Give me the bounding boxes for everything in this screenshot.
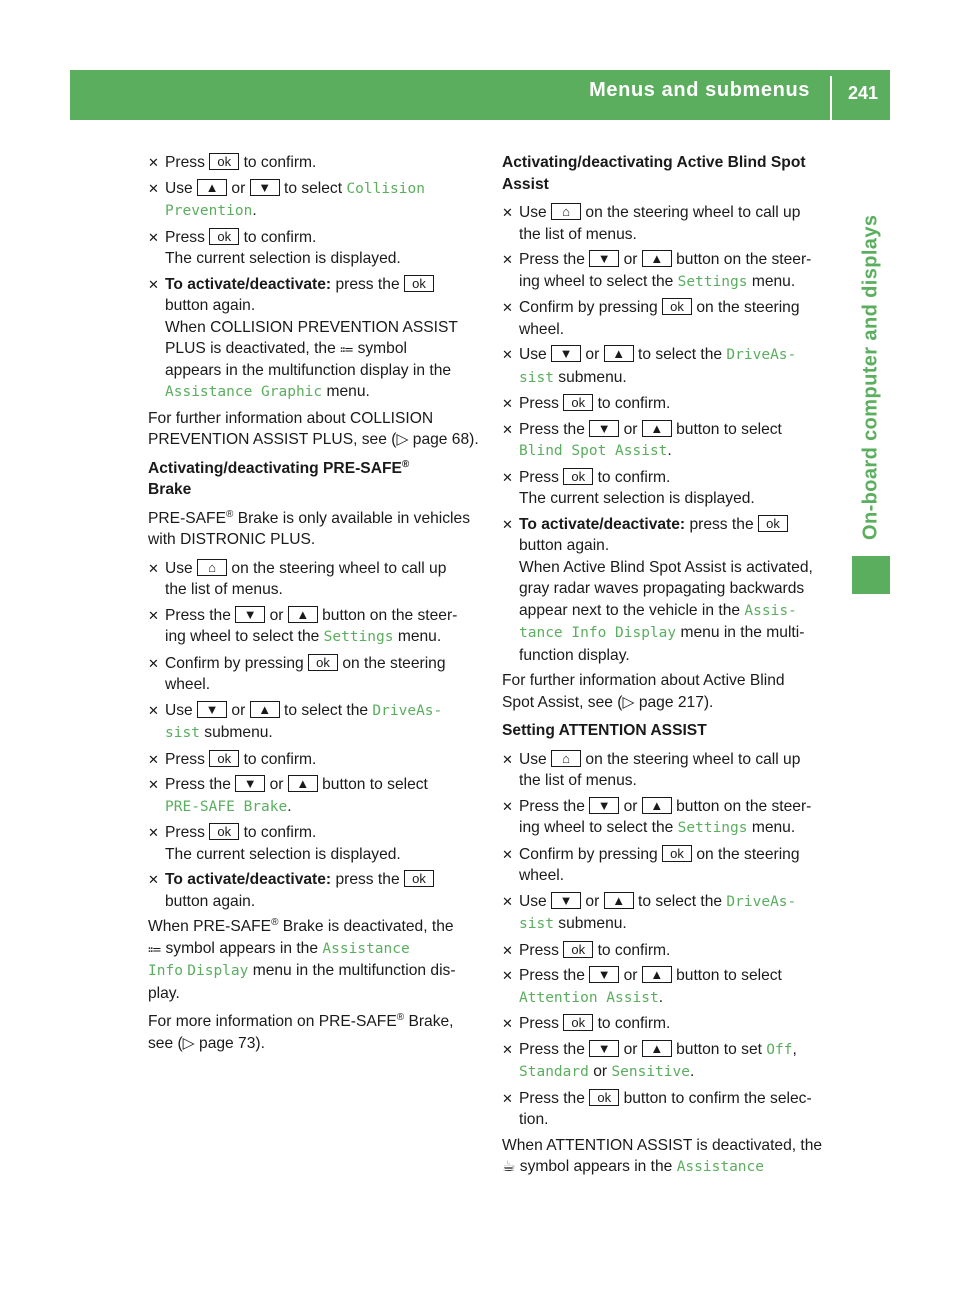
home-key-icon: ⌂ bbox=[551, 203, 581, 220]
step-arrow-icon: ✕ bbox=[148, 825, 159, 840]
ok-key-icon: ok bbox=[563, 394, 593, 411]
step-arrow-icon: ✕ bbox=[148, 180, 159, 196]
collision-off-warning-icon: ⩴ bbox=[340, 340, 354, 357]
step-arrow-icon: ✕ bbox=[148, 560, 159, 576]
attention-assist-off-icon: ☕ bbox=[502, 1158, 516, 1175]
up-key-icon: ▲ bbox=[604, 345, 634, 362]
down-key-icon: ▼ bbox=[235, 606, 265, 623]
paragraph: For further information about COLLISION PREVENTION ASSIST PLUS, see (▷ page 68). bbox=[148, 409, 479, 448]
step-arrow-icon: ✕ bbox=[502, 421, 513, 437]
menu-name: Settings bbox=[677, 820, 748, 836]
page-ref-icon: ▷ bbox=[182, 1034, 195, 1052]
step-item: ✕ Use ▼ or ▲ to select the DriveAs‑ sist submenu. bbox=[148, 701, 443, 741]
menu-name: sist bbox=[165, 725, 200, 741]
step-item: ✕ Press the ▼ or ▲ button on the steer- ing wheel to select the Settings menu. bbox=[148, 606, 458, 645]
up-key-icon: ▲ bbox=[604, 892, 634, 909]
step-item: ✕ Press ok to confirm. bbox=[502, 940, 838, 962]
step-arrow-icon: ✕ bbox=[502, 396, 513, 411]
menu-name: Sensitive bbox=[611, 1064, 690, 1080]
menu-name: Standard bbox=[519, 1064, 589, 1080]
down-key-icon: ▼ bbox=[235, 775, 265, 792]
up-key-icon: ▲ bbox=[642, 250, 672, 267]
step-arrow-icon: ✕ bbox=[502, 205, 513, 220]
step-arrow-icon: ✕ bbox=[502, 252, 513, 267]
step-item: ✕ To activate/deactivate: press the ok button again. When Active Blind Spot Assist is activated, gray radar waves propagating backwards appear next to the vehicle in the Assis‑ tance Info Display menu in the multi- function display. bbox=[502, 515, 813, 664]
menu-name: DriveAs‑ bbox=[372, 702, 443, 719]
chapter-tab-label: On-board computer and displays bbox=[859, 214, 882, 540]
menu-name: DriveAs‑ bbox=[726, 893, 797, 910]
menu-name: Off bbox=[766, 1041, 793, 1058]
step-arrow-icon: ✕ bbox=[148, 229, 159, 245]
home-key-icon: ⌂ bbox=[551, 750, 581, 767]
step-arrow-icon: ✕ bbox=[148, 872, 159, 887]
paragraph: PRE-SAFE® Brake is only available in vehicles with DISTRONIC PLUS. bbox=[148, 508, 470, 548]
page-ref-icon: ▷ bbox=[396, 431, 409, 448]
step-arrow-icon: ✕ bbox=[148, 702, 159, 718]
step-arrow-icon: ✕ bbox=[502, 751, 513, 767]
menu-name: Settings bbox=[323, 629, 394, 645]
section-heading: Activating/deactivating PRE-SAFE® Brake bbox=[148, 458, 410, 498]
step-arrow-icon: ✕ bbox=[502, 469, 513, 485]
up-key-icon: ▲ bbox=[642, 1040, 672, 1057]
paragraph: For further information about Active Blind Spot Assist, see (▷ page 217). bbox=[502, 672, 785, 711]
step-item: ✕ Press the ▼ or ▲ button on the steer- ing wheel to select the Settings menu. bbox=[502, 797, 812, 836]
step-item: ✕ To activate/deactivate: press the ok button again. bbox=[148, 869, 484, 912]
step-item: ✕ Press ok to confirm. bbox=[148, 152, 484, 174]
ok-key-icon: ok bbox=[589, 1089, 619, 1106]
paragraph: When ATTENTION ASSIST is deactivated, the ☕ symbol appears in the Assistance bbox=[502, 1136, 823, 1175]
step-arrow-icon: ✕ bbox=[502, 893, 513, 909]
home-key-icon: ⌂ bbox=[197, 559, 227, 576]
step-arrow-icon: ✕ bbox=[148, 655, 159, 671]
menu-name: Prevention bbox=[165, 203, 253, 219]
step-item: ✕ Use ⌂ on the steering wheel to call up the list of menus. bbox=[148, 559, 447, 598]
ok-key-icon: ok bbox=[404, 275, 434, 292]
down-key-icon: ▼ bbox=[197, 701, 227, 718]
ok-key-icon: ok bbox=[563, 1014, 593, 1031]
page-number: 241 bbox=[847, 83, 879, 103]
menu-name: Assis‑ bbox=[744, 602, 797, 619]
up-key-icon: ▲ bbox=[642, 966, 672, 983]
up-key-icon: ▲ bbox=[642, 420, 672, 437]
menu-name: Collision bbox=[346, 180, 425, 197]
ok-key-icon: ok bbox=[563, 941, 593, 958]
down-key-icon: ▼ bbox=[589, 250, 619, 267]
step-arrow-icon: ✕ bbox=[502, 1090, 513, 1106]
step-arrow-icon: ✕ bbox=[502, 347, 513, 362]
up-key-icon: ▲ bbox=[288, 606, 318, 623]
step-item: ✕ Press ok to confirm. bbox=[502, 393, 838, 415]
step-item: ✕ Press ok to confirm. bbox=[502, 1013, 838, 1035]
menu-name: tance Info Display bbox=[519, 625, 677, 641]
step-arrow-icon: ✕ bbox=[148, 751, 159, 767]
step-item: ✕ Use ▲ or ▼ to select Collision Prevention. bbox=[148, 179, 425, 219]
down-key-icon: ▼ bbox=[250, 179, 280, 196]
down-key-icon: ▼ bbox=[589, 1040, 619, 1057]
step-arrow-icon: ✕ bbox=[502, 942, 513, 958]
down-key-icon: ▼ bbox=[589, 966, 619, 983]
step-item: ✕ Press the ▼ or ▲ button to select Blind Spot Assist. bbox=[502, 420, 782, 459]
menu-name: sist bbox=[519, 369, 554, 386]
step-item: ✕ To activate/deactivate: press the ok button again. When COLLISION PREVENTION ASSIST PLUS is deactivated, the ⩴ symbol appears in the multifunction display in the Assistance Graphic menu. bbox=[148, 275, 458, 400]
step-item: ✕ Confirm by pressing ok on the steering wheel. bbox=[502, 845, 800, 884]
menu-name: PRE-SAFE Brake bbox=[165, 798, 288, 815]
step-arrow-icon: ✕ bbox=[502, 798, 513, 814]
step-item: ✕ Confirm by pressing ok on the steering wheel. bbox=[148, 654, 446, 693]
right-column bbox=[502, 152, 838, 1186]
ok-key-icon: ok bbox=[404, 870, 434, 887]
left-column bbox=[148, 152, 484, 1061]
menu-name: DriveAs‑ bbox=[726, 347, 797, 363]
ok-key-icon: ok bbox=[209, 823, 239, 840]
page-ref-icon: ▷ bbox=[622, 693, 635, 711]
up-key-icon: ▲ bbox=[642, 797, 672, 814]
menu-name: sist bbox=[519, 916, 554, 932]
pre-safe-off-icon: ⩴ bbox=[148, 939, 162, 957]
step-arrow-icon: ✕ bbox=[148, 276, 159, 292]
up-key-icon: ▲ bbox=[197, 179, 227, 196]
paragraph: For more information on PRE-SAFE® Brake, see (▷ page 73). bbox=[148, 1011, 454, 1052]
step-item: ✕ Press the ▼ or ▲ button to select Attention Assist. bbox=[502, 967, 782, 1006]
step-arrow-icon: ✕ bbox=[502, 968, 513, 983]
ok-key-icon: ok bbox=[662, 298, 692, 315]
menu-name: Assistance bbox=[322, 940, 410, 957]
step-item: ✕ Confirm by pressing ok on the steering wheel. bbox=[502, 299, 800, 338]
section-title: Menus and submenus bbox=[589, 79, 810, 101]
step-arrow-icon: ✕ bbox=[502, 516, 513, 532]
step-item: ✕ Use ⌂ on the steering wheel to call up the list of menus. bbox=[502, 750, 801, 789]
ok-key-icon: ok bbox=[758, 515, 788, 532]
step-item: ✕ Use ▼ or ▲ to select the DriveAs‑ sist submenu. bbox=[502, 892, 797, 932]
section-heading: Activating/deactivating Active Blind Spot Assist bbox=[502, 154, 806, 193]
ok-key-icon: ok bbox=[209, 750, 239, 767]
chapter-tab-marker bbox=[852, 556, 890, 594]
step-item: ✕ Press ok to confirm. The current selection is displayed. bbox=[502, 468, 755, 507]
ok-key-icon: ok bbox=[209, 228, 239, 245]
ok-key-icon: ok bbox=[662, 845, 692, 862]
ok-key-icon: ok bbox=[209, 153, 239, 170]
step-item: ✕ Use ⌂ on the steering wheel to call up the list of menus. bbox=[502, 204, 801, 243]
section-heading: Setting ATTENTION ASSIST bbox=[502, 722, 707, 739]
down-key-icon: ▼ bbox=[589, 797, 619, 814]
menu-name: Assistance Graphic bbox=[165, 384, 323, 400]
step-item: ✕ Press ok to confirm. The current selection is displayed. bbox=[148, 824, 401, 863]
header-bar bbox=[70, 70, 890, 120]
up-key-icon: ▲ bbox=[250, 701, 280, 718]
step-arrow-icon: ✕ bbox=[502, 846, 513, 862]
step-arrow-icon: ✕ bbox=[148, 155, 159, 170]
down-key-icon: ▼ bbox=[589, 420, 619, 437]
ok-key-icon: ok bbox=[308, 654, 338, 671]
step-item: ✕ Press ok to confirm. bbox=[148, 749, 484, 771]
down-key-icon: ▼ bbox=[551, 892, 581, 909]
step-arrow-icon: ✕ bbox=[502, 300, 513, 315]
up-key-icon: ▲ bbox=[288, 775, 318, 792]
ok-key-icon: ok bbox=[563, 468, 593, 485]
step-arrow-icon: ✕ bbox=[502, 1041, 513, 1057]
header-divider bbox=[830, 76, 832, 120]
step-item: ✕ Press the ok button to confirm the selec- tion. bbox=[502, 1089, 812, 1128]
menu-name: Assistance bbox=[676, 1159, 765, 1175]
menu-name: Settings bbox=[677, 273, 748, 290]
step-item: ✕ Press ok to confirm. The current selection is displayed. bbox=[148, 228, 401, 267]
menu-name: Info bbox=[148, 963, 183, 979]
step-arrow-icon: ✕ bbox=[148, 777, 159, 792]
step-item: ✕ Use ▼ or ▲ to select the DriveAs‑ sist submenu. bbox=[502, 346, 797, 386]
menu-name: Blind Spot Assist bbox=[519, 443, 668, 459]
step-item: ✕ Press the ▼ or ▲ button to select PRE-SAFE Brake. bbox=[148, 776, 428, 815]
menu-name: Attention Assist bbox=[519, 989, 659, 1006]
step-arrow-icon: ✕ bbox=[148, 607, 159, 623]
step-item: ✕ Press the ▼ or ▲ button on the steer- ing wheel to select the Settings menu. bbox=[502, 251, 812, 290]
step-item: ✕ Press the ▼ or ▲ button to set Off, Standard or Sensitive. bbox=[502, 1040, 797, 1080]
menu-name: Display bbox=[187, 963, 249, 979]
paragraph: When PRE-SAFE® Brake is deactivated, the ⩴ symbol appears in the Assistance Info Display menu in the multifunction dis- play. bbox=[148, 916, 456, 1002]
step-arrow-icon: ✕ bbox=[502, 1016, 513, 1031]
down-key-icon: ▼ bbox=[551, 345, 581, 362]
